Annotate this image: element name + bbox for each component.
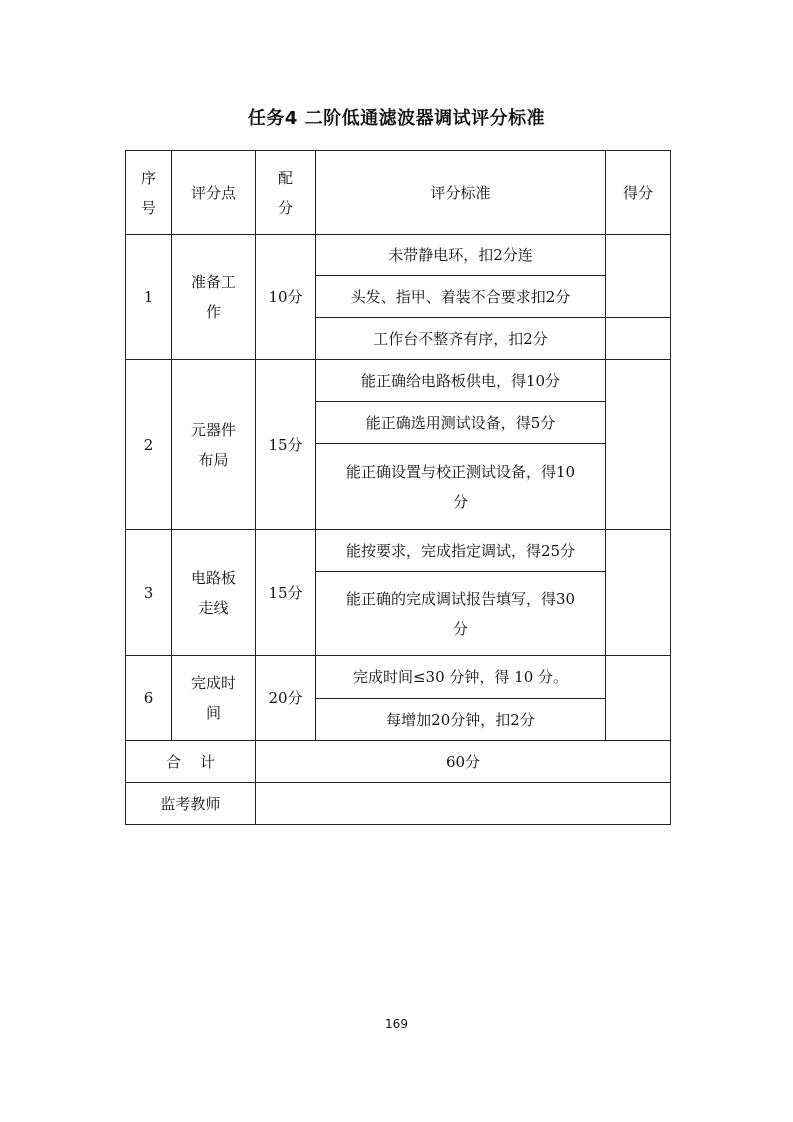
got-cell [606, 318, 671, 360]
got-cell [606, 235, 671, 318]
header-score: 配 分 [256, 151, 316, 235]
page-number: 169 [385, 1017, 408, 1031]
criteria-item: 能正确的完成调试报告填写，得30 分 [316, 572, 606, 656]
row-score: 15分 [256, 530, 316, 656]
table-row [126, 360, 671, 402]
table-row [126, 530, 671, 572]
row-seq: 6 [126, 656, 172, 741]
total-value: 60分 [256, 741, 671, 783]
criteria-item: 能正确给电路板供电，得10分 [316, 360, 606, 402]
got-cell [606, 656, 671, 741]
page-title: 任务4 二阶低通滤波器调试评分标准 [247, 108, 546, 129]
row-point: 准备工 作 [172, 235, 256, 360]
table-row [126, 656, 671, 699]
row-seq: 3 [126, 530, 172, 656]
total-row [126, 741, 671, 783]
criteria-item: 完成时间≤30 分钟，得 10 分。 [316, 656, 606, 699]
criteria-item: 能正确设置与校正测试设备，得10 分 [316, 444, 606, 530]
table-row [126, 235, 671, 276]
total-label: 合 计 [126, 741, 256, 783]
header-got: 得分 [606, 151, 671, 235]
row-point: 元器件 布局 [172, 360, 256, 530]
header-seq: 序 号 [126, 151, 172, 235]
teacher-label: 监考教师 [126, 783, 256, 825]
teacher-value [256, 783, 671, 825]
header-point: 评分点 [172, 151, 256, 235]
header-criteria: 评分标准 [316, 151, 606, 235]
criteria-item: 每增加20分钟，扣2分 [316, 699, 606, 741]
row-score: 15分 [256, 360, 316, 530]
criteria-item: 能按要求，完成指定调试，得25分 [316, 530, 606, 572]
criteria-item: 头发、指甲、着装不合要求扣2分 [316, 276, 606, 318]
got-cell [606, 360, 671, 530]
got-cell [606, 530, 671, 656]
criteria-item: 未带静电环，扣2分连 [316, 235, 606, 276]
row-seq: 1 [126, 235, 172, 360]
row-point: 电路板 走线 [172, 530, 256, 656]
scoring-table [125, 150, 671, 825]
criteria-item: 能正确选用测试设备，得5分 [316, 402, 606, 444]
row-score: 10分 [256, 235, 316, 360]
row-score: 20分 [256, 656, 316, 741]
row-seq: 2 [126, 360, 172, 530]
header-row [126, 151, 671, 235]
teacher-row [126, 783, 671, 825]
criteria-item: 工作台不整齐有序，扣2分 [316, 318, 606, 360]
row-point: 完成时 间 [172, 656, 256, 741]
